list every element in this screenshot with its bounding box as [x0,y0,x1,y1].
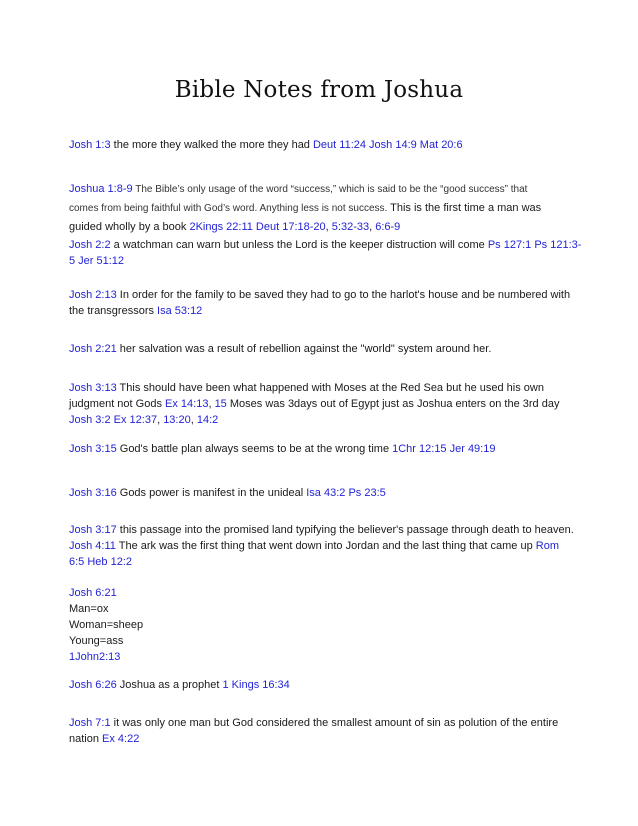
scripture-reference: Isa 43:2 Ps 23:5 [306,487,386,499]
note-text: judgment not Gods [69,398,166,410]
note-text: , [208,398,215,410]
note-line [69,199,574,218]
scripture-reference: Rom [535,540,559,552]
note-line [69,677,574,693]
note-text: The ark was the first thing that went down into Jordan and the last thing that came up [115,540,536,552]
note-line [69,485,574,501]
note-line [69,633,574,649]
scripture-reference: Josh 2:2 [69,239,111,251]
note-line [69,218,574,237]
scripture-reference: Josh 6:21 [69,587,117,599]
note-text: This is the first time a man was [387,202,542,214]
note-text: her salvation was a result of rebellion against the "world" system around her. [116,343,492,355]
note-entry [69,585,574,665]
note-text: , [190,414,197,426]
scripture-reference: 1Chr 12:15 Jer 49:19 [392,443,496,455]
scripture-reference: 5:32-33 [331,221,370,233]
note-line [69,441,574,457]
note-entry [69,441,574,457]
note-entry [69,380,574,428]
scripture-reference: Josh 1:3 [69,139,111,151]
note-entry [69,137,574,153]
note-text: it was only one man but God considered the smallest amount of sin as polution of the entire [110,717,559,729]
note-line [69,649,574,665]
scripture-reference: 15 [214,398,227,410]
note-text: guided wholly by a book [69,221,190,233]
note-entry [69,287,574,319]
note-text: the more they walked the more they had [110,139,313,151]
scripture-reference: 1John2:13 [69,651,121,663]
scripture-reference: 2Kings 22:11 Deut 17:18-20 [189,221,326,233]
note-text: In order for the family to be saved they had to go to the harlot's house and be numbered with [116,289,571,301]
note-text: God's battle plan always seems to be at the wrong time [116,443,393,455]
note-entry [69,485,574,501]
note-line [69,287,574,303]
note-line [69,522,574,538]
note-line [69,303,574,319]
note-text: a watchman can warn but unless the Lord is the keeper distruction will come [110,239,488,251]
note-text: Woman=sheep [69,619,144,631]
scripture-reference: 5 Jer 51:12 [69,255,125,267]
note-line [69,585,574,601]
scripture-reference: Ps 127:1 Ps 121:3- [487,239,582,251]
note-text: comes from being faithful with God’s word. Anything less is not success. [69,203,388,214]
note-entry [69,715,574,747]
note-entry [69,180,574,237]
note-line [69,237,582,253]
scripture-reference: Josh 2:21 [69,343,117,355]
note-text: the transgressors [69,305,158,317]
scripture-reference: Josh 3:2 Ex 12:37 [69,414,158,426]
note-line [69,731,574,747]
scripture-reference: Ex 4:22 [102,733,140,745]
scripture-reference: Joshua 1:8-9 [69,183,133,195]
scripture-reference: Ex 14:13 [165,398,209,410]
scripture-reference: 6:5 Heb 12:2 [69,556,132,568]
scripture-reference: Josh 3:15 [69,443,117,455]
note-line [69,396,574,412]
scripture-reference: Josh 2:13 [69,289,117,301]
scripture-reference: Josh 3:17 [69,524,117,536]
note-entry [69,677,574,693]
scripture-reference: Josh 3:16 [69,487,117,499]
scripture-reference: Josh 7:1 [69,717,111,729]
note-entry [69,237,582,269]
note-line [69,380,574,396]
note-text: This should have been what happened with Moses at the Red Sea but he used his own [116,382,544,394]
note-line [69,538,574,554]
scripture-reference: Josh 4:11 [69,540,116,552]
note-text: , [157,414,164,426]
scripture-reference: 6:6-9 [375,221,401,233]
note-text: this passage into the promised land typifying the believer's passage through death to heaven. [116,524,574,536]
scripture-reference: Deut 11:24 Josh 14:9 Mat 20:6 [312,139,463,151]
note-text: The Bible’s only usage of the word “success,” which is said to be the “good success” that [132,184,528,195]
note-line [69,253,574,269]
note-text: Gods power is manifest in the unideal [116,487,307,499]
note-line [69,137,574,153]
note-text: nation [69,733,103,745]
scripture-reference: 1 Kings 16:34 [222,679,290,691]
note-text: Young=ass [69,635,124,647]
page-title: Bible Notes from Joshua [174,77,464,103]
note-line [69,341,574,357]
note-entry [69,522,574,570]
note-line [69,180,574,199]
note-text: , [325,221,332,233]
scripture-reference: Isa 53:12 [157,305,203,317]
note-text: Joshua as a prophet [116,679,223,691]
scripture-reference: 13:20 [163,414,191,426]
scripture-reference: Josh 3:13 [69,382,117,394]
scripture-reference: Josh 6:26 [69,679,117,691]
note-text: Moses was 3days out of Egypt just as Joshua enters on the 3rd day [226,398,560,410]
note-line [69,617,574,633]
scripture-reference: 14:2 [196,414,219,426]
note-line [69,412,574,428]
note-line [69,554,574,570]
note-entry [69,341,574,357]
note-text: Man=ox [69,603,109,615]
note-text: , [369,221,376,233]
note-line [69,601,574,617]
note-line [69,715,574,731]
